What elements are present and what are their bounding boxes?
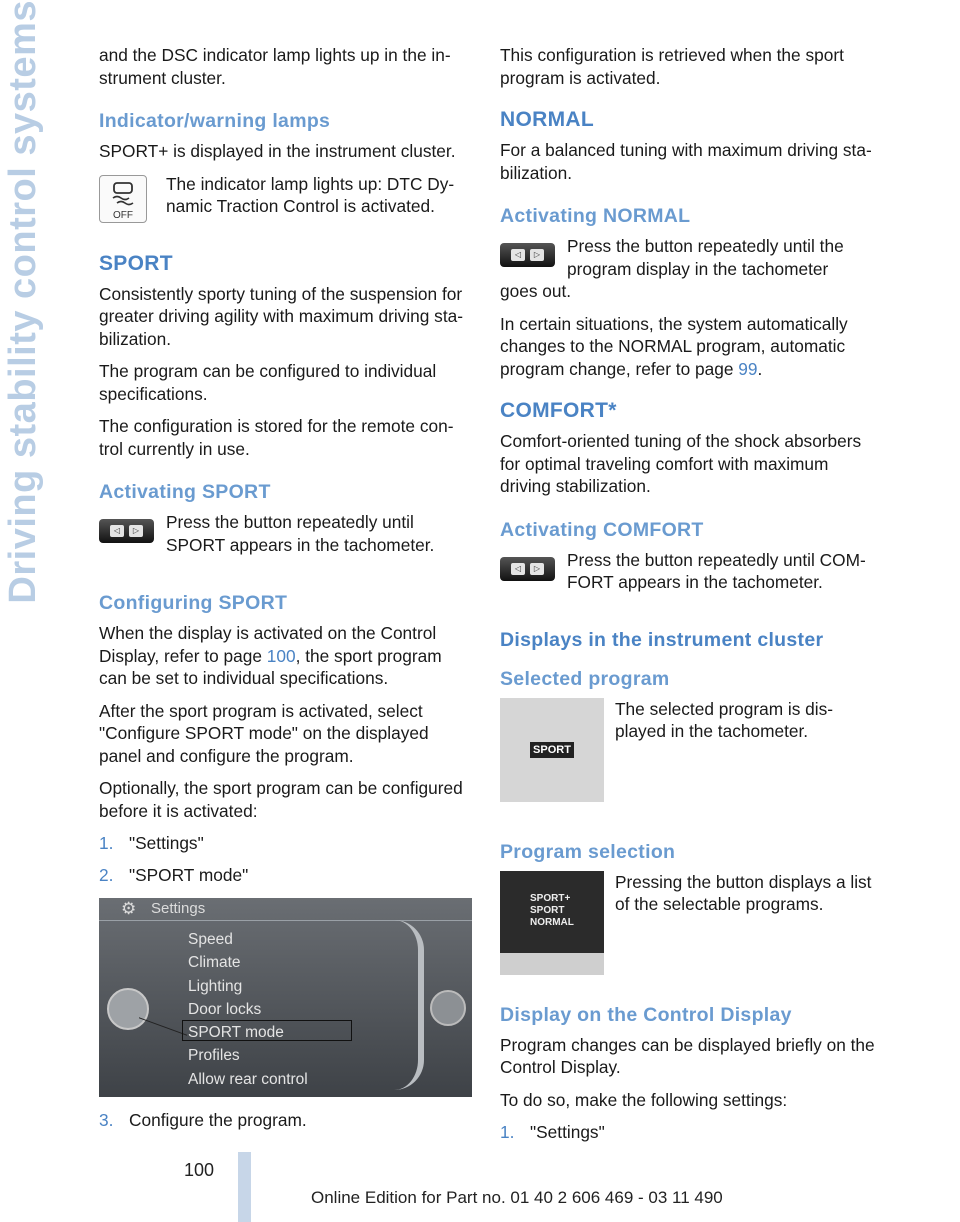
settings-screen-image <box>99 898 472 1097</box>
dtc-text: The indicator lamp lights up: DTC Dy-namic Traction Control is activated. <box>166 173 455 216</box>
intro-text: and the DSC indicator lamp lights up in the in-strument cluster. <box>99 45 451 88</box>
activating-comfort-row <box>500 549 878 609</box>
menu-item: Lighting <box>188 977 243 995</box>
dtc-indicator-row <box>99 173 474 233</box>
drive-mode-button-icon: ◁ ▷ <box>500 243 555 267</box>
screen-title: Settings <box>151 900 206 917</box>
selected-program-text: The selected program is dis-played in the tachometer. <box>615 698 834 741</box>
dtc-off-label: OFF <box>113 209 133 221</box>
program-option: NORMAL <box>530 916 574 928</box>
settings-menu <box>188 928 308 1091</box>
displays-heading: Displays in the instrument cluster <box>500 628 824 651</box>
config-paragraph-2: After the sport program is activated, select "Configure SPORT mode" on the displayed panel and configure the program. <box>99 700 429 766</box>
left-column <box>99 44 474 1141</box>
activating-comfort-heading: Activating COMFORT <box>500 518 704 541</box>
drive-mode-button-icon: ◁ ▷ <box>500 557 555 581</box>
comfort-heading: COMFORT* <box>500 399 617 422</box>
normal-text: For a balanced tuning with maximum driving sta-bilization. <box>500 140 872 183</box>
program-selection-text: Pressing the button displays a list of the selectable programs. <box>615 871 872 914</box>
sport-heading: SPORT <box>99 251 173 275</box>
list-item: 1. "Settings" <box>500 1122 605 1142</box>
sport-paragraph-3: The configuration is stored for the remote con-trol currently in use. <box>99 416 454 459</box>
page-number: 100 <box>184 1160 215 1180</box>
menu-item: Door locks <box>188 1000 262 1018</box>
control-paragraph-2: To do so, make the following settings: <box>500 1089 788 1110</box>
page-link-99[interactable]: 99 <box>738 358 758 379</box>
list-item: 3. Configure the program. <box>99 1110 307 1130</box>
dtc-off-icon <box>99 175 147 223</box>
sport-paragraph-1: Consistently sporty tuning of the suspension for greater driving agility with maximum driving sta-bilization. <box>99 283 463 349</box>
edition-text: Online Edition for Part no. 01 40 2 606 469 - 03 11 490 <box>311 1188 723 1207</box>
activating-comfort-text: Press the button repeatedly until COM-FORT appears in the tachometer. <box>567 549 866 592</box>
menu-item: Profiles <box>188 1047 240 1065</box>
selected-program-row <box>500 698 878 828</box>
activating-normal-heading: Activating NORMAL <box>500 205 691 227</box>
gear-icon: ⚙ <box>121 899 137 918</box>
page-footer <box>0 1152 960 1222</box>
configuring-sport-heading: Configuring SPORT <box>99 592 288 614</box>
activating-sport-heading: Activating SPORT <box>99 481 271 503</box>
right-column <box>500 44 878 1153</box>
control-paragraph-1: Program changes can be displayed briefly on the Control Display. <box>500 1034 875 1077</box>
list-item: 1. "Settings" <box>99 833 204 853</box>
activating-sport-row <box>99 511 474 571</box>
controller-side-icon <box>430 990 466 1026</box>
menu-item-selected: SPORT mode <box>188 1024 284 1042</box>
activating-sport-text: Press the button repeatedly until SPORT appears in the tachometer. <box>166 512 435 555</box>
program-selection-heading: Program selection <box>500 840 676 863</box>
retrieved-text: This configuration is retrieved when the sport program is activated. <box>500 45 844 88</box>
config-paragraph-1: When the display is activated on the Control Display, refer to page 100, the sport program can be set to individual specifications. <box>99 623 442 688</box>
indicator-heading: Indicator/warning lamps <box>99 110 331 132</box>
side-chapter-title-text: Driving stability control systems <box>2 0 44 604</box>
sport-badge: SPORT <box>530 742 574 758</box>
activating-normal-wrap: goes out. <box>500 281 572 301</box>
activating-normal-row <box>500 235 878 280</box>
sport-paragraph-2: The program can be configured to individual specifications. <box>99 361 437 404</box>
indicator-text: SPORT+ is displayed in the instrument cluster. <box>99 141 456 161</box>
normal-heading: NORMAL <box>500 108 594 131</box>
selection-highlight <box>182 1020 352 1041</box>
program-list-image <box>500 871 604 975</box>
selection-pointer <box>139 997 187 1035</box>
activating-normal-text: Press the button repeatedly until the program display in the tachometer <box>567 236 844 279</box>
config-paragraph-3: Optionally, the sport program can be configured before it is activated: <box>99 778 463 821</box>
scroll-arc <box>394 920 424 1090</box>
comfort-text: Comfort-oriented tuning of the shock absorbers for optimal traveling comfort with maximum driving stabilization. <box>500 431 862 496</box>
program-option: SPORT+ <box>530 892 571 904</box>
footer-bar <box>238 1152 251 1222</box>
list-item: 2. "SPORT mode" <box>99 865 249 885</box>
menu-item: Climate <box>188 954 241 972</box>
program-selection-row <box>500 871 878 993</box>
control-display-heading: Display on the Control Display <box>500 1003 792 1026</box>
menu-item: Speed <box>188 931 233 948</box>
page-link-100[interactable]: 100 <box>266 645 296 666</box>
selected-program-image <box>500 698 604 802</box>
menu-item: Allow rear control <box>188 1070 308 1088</box>
program-option: SPORT <box>530 904 565 916</box>
side-chapter-title <box>0 0 62 700</box>
selected-program-heading: Selected program <box>500 667 670 690</box>
drive-mode-button-icon: ◁ ▷ <box>99 519 154 543</box>
auto-change-paragraph: In certain situations, the system automatically changes to the NORMAL program, automatic program change, refer to page 99. <box>500 313 848 379</box>
